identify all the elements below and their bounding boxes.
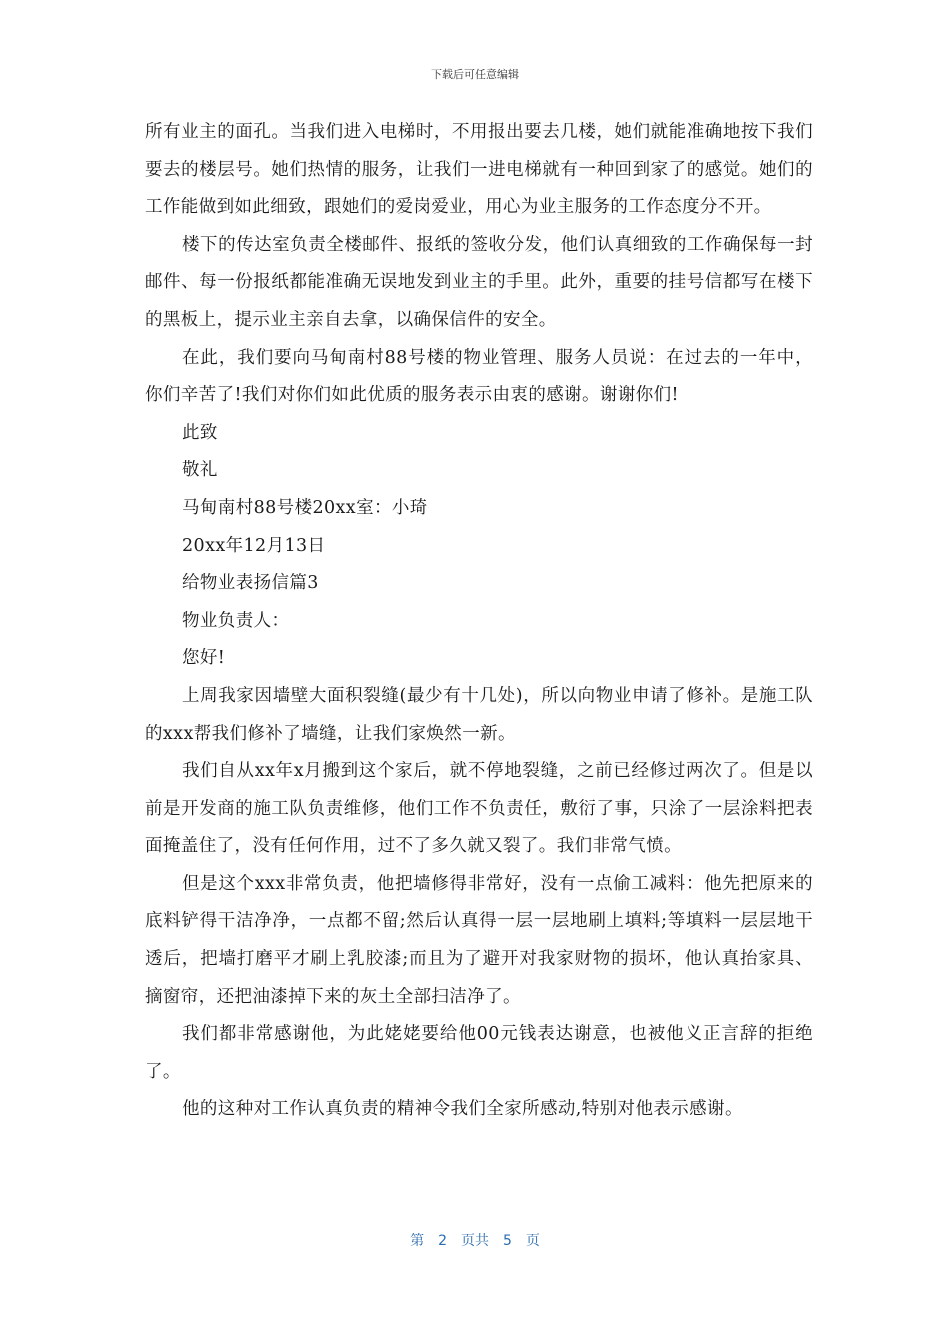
paragraph-13: 但是这个xxx非常负责，他把墙修得非常好，没有一点偷工减料：他先把原来的底料铲得干洁净净，一点都不留;然后认真得一层一层地刷上填料;等填料一层层地干透后，把墙打磨平才刷上乳胶漆;而且为了避开对我家财物的损坏，他认真抬家具、摘窗帘，还把油漆掉下来的灰土全部扫洁净了。 (145, 873, 813, 1007)
footer-total-pages: 5 (503, 1233, 512, 1249)
paragraph-15: 他的这种对工作认真负责的精神令我们全家所感动,特别对他表示感谢。 (182, 1099, 743, 1120)
footer-middle: 页共 (461, 1233, 489, 1249)
recipient: 物业负责人： (182, 610, 290, 631)
closing-salutation: 此致 (182, 422, 218, 443)
page-header-note: 下载后可任意编辑 (431, 68, 519, 81)
greeting: 您好! (182, 648, 226, 669)
footer-prefix: 第 (410, 1233, 425, 1249)
paragraph-14: 我们都非常感谢他，为此姥姥要给他00元钱表达谢意，也被他义正言辞的拒绝了。 (145, 1024, 813, 1082)
paragraph-2: 楼下的传达室负责全楼邮件、报纸的签收分发，他们认真细致的工作确保每一封邮件、每一份报纸都能准确无误地发到业主的手里。此外，重要的挂号信都写在楼下的黑板上，提示业主亲自去拿，以确保信件的安全。 (145, 234, 813, 330)
paragraph-11: 上周我家因墙壁大面积裂缝(最少有十几处)，所以向物业申请了修补。是施工队的xxx帮我们修补了墙缝，让我们家焕然一新。 (145, 685, 813, 744)
footer-current-page: 2 (438, 1233, 447, 1249)
footer-suffix: 页 (525, 1233, 540, 1249)
paragraph-1: 所有业主的面孔。当我们进入电梯时，不用报出要去几楼，她们就能准确地按下我们要去的楼层号。她们热情的服务，让我们一进电梯就有一种回到家了的感觉。她们的工作能做到如此细致，跟她们的爱岗爱业，用心为业主服务的工作态度分不开。 (145, 122, 813, 218)
closing-regards: 敬礼 (182, 460, 218, 481)
signature: 马甸南村88号楼20xx室：小琦 (182, 497, 428, 518)
paragraph-12: 我们自从xx年x月搬到这个家后，就不停地裂缝，之前已经修过两次了。但是以前是开发商的施工队负责维修，他们工作不负责任，敷衍了事，只涂了一层涂料把表面掩盖住了，没有任何作用，过不了多久就又裂了。我们非常气愤。 (145, 761, 813, 857)
letter-date: 20xx年12月13日 (182, 535, 326, 556)
paragraph-3: 在此，我们要向马甸南村88号楼的物业管理、服务人员说：在过去的一年中，你们辛苦了!我们对你们如此优质的服务表示由衷的感谢。谢谢你们! (145, 347, 813, 406)
page-number-footer (0, 1230, 950, 1250)
section-title: 给物业表扬信篇3 (182, 573, 319, 594)
document-body (145, 114, 813, 1129)
